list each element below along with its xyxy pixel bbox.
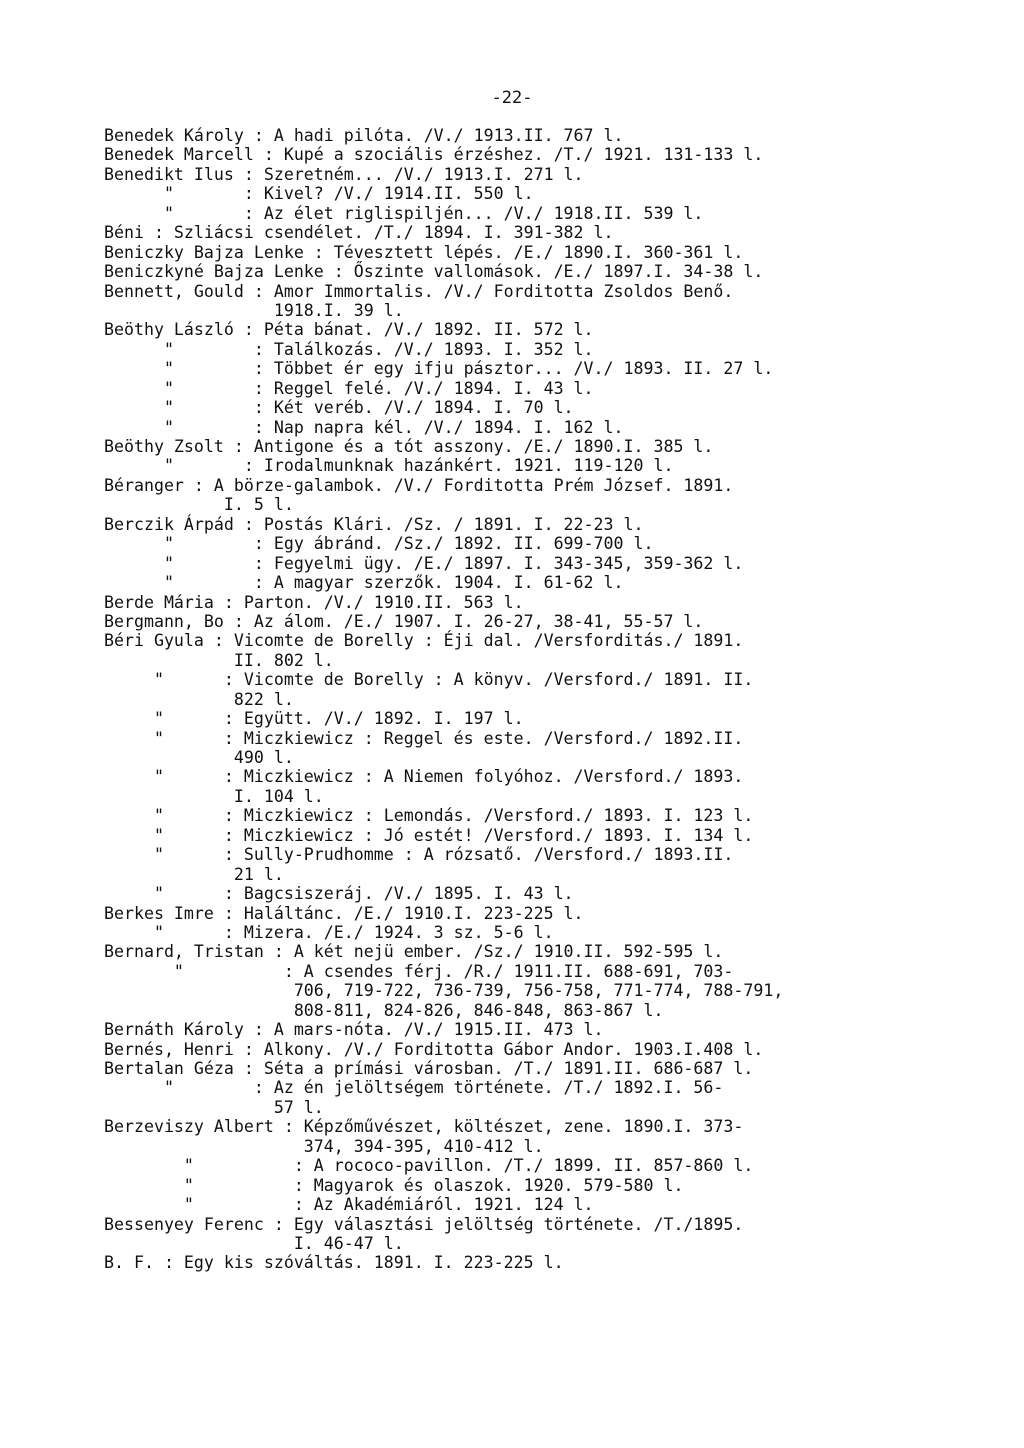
entry-line: Benedek Marcell : Kupé a szociális érzéshez. /T./ 1921. 131-133 l. xyxy=(104,145,764,165)
entry-line: " : Az élet riglispiljén... /V./ 1918.II. 539 l. xyxy=(104,203,704,223)
entry-line: 21 l. xyxy=(104,864,284,884)
entry-line: " : A magyar szerzők. 1904. I. 61-62 l. xyxy=(104,573,624,593)
entry-line: I. 46-47 l. xyxy=(104,1233,404,1253)
entry-line: II. 802 l. xyxy=(104,650,334,670)
entry-line: Béranger : A börze-galambok. /V./ Forditotta Prém József. 1891. xyxy=(104,475,734,495)
entry-line: " : Miczkiewicz : A Niemen folyóhoz. /Versford./ 1893. xyxy=(104,767,744,787)
entry-line: Bernard, Tristan : A két nejü ember. /Sz./ 1910.II. 592-595 l. xyxy=(104,942,724,962)
entry-line: 57 l. xyxy=(104,1097,324,1117)
entry-line: " : Miczkiewicz : Lemondás. /Versford./ 1893. I. 123 l. xyxy=(104,806,754,826)
entry-line: B. F. : Egy kis szóváltás. 1891. I. 223-225 l. xyxy=(104,1253,564,1273)
bibliography-entries xyxy=(104,126,984,1273)
entry-line: Benedikt Ilus : Szeretném... /V./ 1913.I. 271 l. xyxy=(104,164,584,184)
entry-line: " : Bagcsiszeráj. /V./ 1895. I. 43 l. xyxy=(104,884,574,904)
entry-line: Berzeviszy Albert : Képzőművészet, költészet, zene. 1890.I. 373- xyxy=(104,1117,744,1137)
entry-line: " : Miczkiewicz : Jó estét! /Versford./ 1893. I. 134 l. xyxy=(104,825,754,845)
entry-line: 1918.I. 39 l. xyxy=(104,300,404,320)
entry-line: " : Sully-Prudhomme : A rózsatő. /Versford./ 1893.II. xyxy=(104,845,734,865)
entry-line: 374, 394-395, 410-412 l. xyxy=(104,1136,544,1156)
entry-line: " : Reggel felé. /V./ 1894. I. 43 l. xyxy=(104,378,594,398)
entry-line: Béni : Szliácsi csendélet. /T./ 1894. I. 391-382 l. xyxy=(104,223,614,243)
entry-line: " : A rococo-pavillon. /T./ 1899. II. 857-860 l. xyxy=(104,1156,754,1176)
entry-line: Beniczkyné Bajza Lenke : Őszinte vallomások. /E./ 1897.I. 34-38 l. xyxy=(104,262,764,282)
entry-line: " : Kivel? /V./ 1914.II. 550 l. xyxy=(104,184,534,204)
entry-line: Berde Mária : Parton. /V./ 1910.II. 563 l. xyxy=(104,592,524,612)
entry-line: Benedek Károly : A hadi pilóta. /V./ 1913.II. 767 l. xyxy=(104,126,624,145)
entry-line: " : Találkozás. /V./ 1893. I. 352 l. xyxy=(104,339,594,359)
entry-line: Bernáth Károly : A mars-nóta. /V./ 1915.II. 473 l. xyxy=(104,1020,604,1040)
entry-line: Bennett, Gould : Amor Immortalis. /V./ Forditotta Zsoldos Benő. xyxy=(104,281,734,301)
entry-line: " : Miczkiewicz : Reggel és este. /Versford./ 1892.II. xyxy=(104,728,744,748)
entry-line: " : Többet ér egy ifju pásztor... /V./ 1893. II. 27 l. xyxy=(104,359,774,379)
entry-line: Beöthy Zsolt : Antigone és a tót asszony. /E./ 1890.I. 385 l. xyxy=(104,437,714,456)
entry-line: I. 5 l. xyxy=(104,495,294,515)
entry-line: " : Vicomte de Borelly : A könyv. /Versford./ 1891. II. xyxy=(104,670,754,690)
entry-line: " : Az Akadémiáról. 1921. 124 l. xyxy=(104,1195,594,1215)
entry-line: Bernés, Henri : Alkony. /V./ Forditotta Gábor Andor. 1903.I.408 l. xyxy=(104,1039,764,1059)
entry-line: 490 l. xyxy=(104,748,294,767)
entry-line: " : Két veréb. /V./ 1894. I. 70 l. xyxy=(104,398,574,418)
entry-line: 822 l. xyxy=(104,689,294,709)
entry-line: " : Együtt. /V./ 1892. I. 197 l. xyxy=(104,709,524,729)
entry-line: " : Irodalmunknak hazánkért. 1921. 119-120 l. xyxy=(104,456,674,476)
entry-line: I. 104 l. xyxy=(104,786,324,806)
entry-line: " : Egy ábránd. /Sz./ 1892. II. 699-700 l. xyxy=(104,534,654,554)
entry-line: " : Fegyelmi ügy. /E./ 1897. I. 343-345, 359-362 l. xyxy=(104,553,744,573)
entry-line: Bessenyey Ferenc : Egy választási jelöltség története. /T./1895. xyxy=(104,1214,744,1234)
page-number: -22- xyxy=(491,88,533,108)
entry-line: Beöthy László : Péta bánat. /V./ 1892. II. 572 l. xyxy=(104,320,594,340)
entry-line: " : Nap napra kél. /V./ 1894. I. 162 l. xyxy=(104,417,624,437)
entry-line: Beniczky Bajza Lenke : Tévesztett lépés. /E./ 1890.I. 360-361 l. xyxy=(104,242,744,262)
entry-line: " : Mizera. /E./ 1924. 3 sz. 5-6 l. xyxy=(104,922,554,942)
entry-line: 808-811, 824-826, 846-848, 863-867 l. xyxy=(104,1000,664,1020)
entry-line: " : A csendes férj. /R./ 1911.II. 688-691, 703- xyxy=(104,961,734,981)
entry-line: Berkes Imre : Haláltánc. /E./ 1910.I. 223-225 l. xyxy=(104,903,584,923)
entry-line: " : Magyarok és olaszok. 1920. 579-580 l. xyxy=(104,1175,684,1195)
entry-line: Béri Gyula : Vicomte de Borelly : Éji dal. /Versforditás./ 1891. xyxy=(104,631,744,651)
entry-line: Bertalan Géza : Séta a prímási városban. /T./ 1891.II. 686-687 l. xyxy=(104,1059,754,1078)
entry-line: " : Az én jelöltségem története. /T./ 1892.I. 56- xyxy=(104,1078,724,1098)
entry-line: 706, 719-722, 736-739, 756-758, 771-774, 788-791, xyxy=(104,981,784,1001)
entry-line: Berczik Árpád : Postás Klári. /Sz. / 1891. I. 22-23 l. xyxy=(104,514,644,534)
entry-line: Bergmann, Bo : Az álom. /E./ 1907. I. 26-27, 38-41, 55-57 l. xyxy=(104,611,704,631)
